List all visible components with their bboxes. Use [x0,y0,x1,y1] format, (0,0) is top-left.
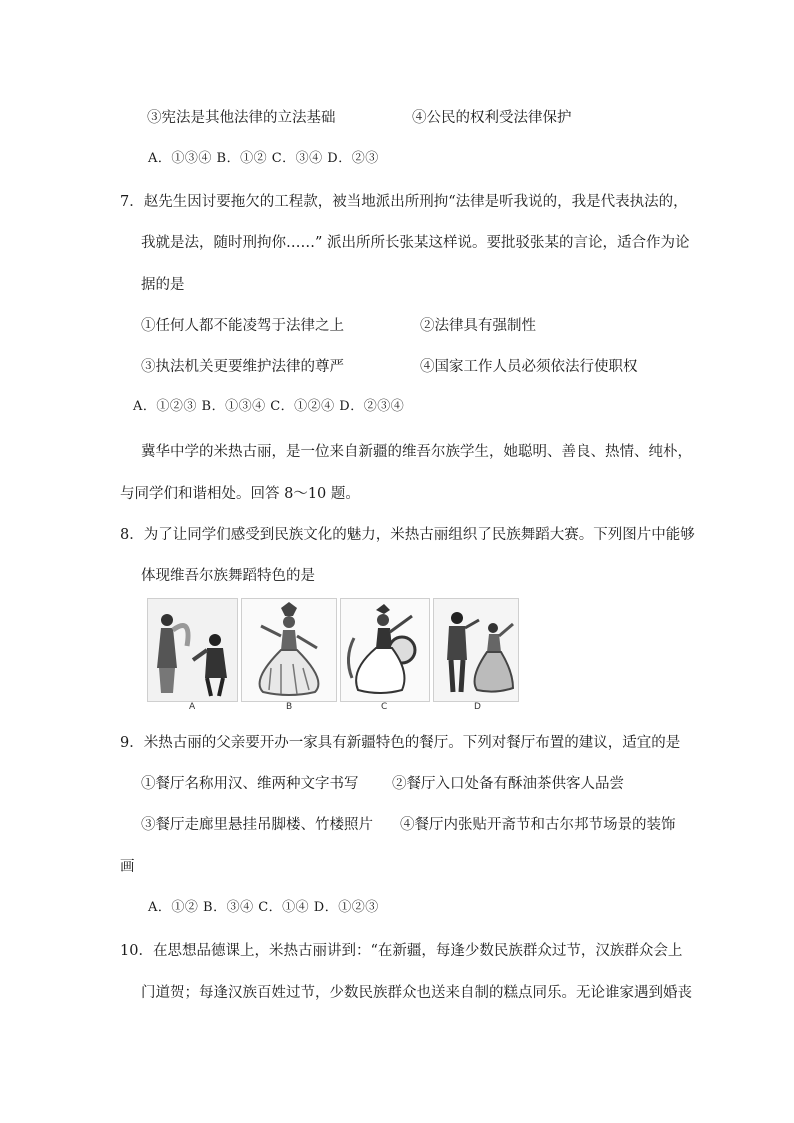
q10-stem-line-1: 10．在思想品德课上，米热古丽讲到：“在新疆，每逢少数民族群众过节，汉族群众会上 [120,943,683,959]
figure-d-image [433,598,519,702]
q9-option-2: ②餐厅入口处备有酥油茶供客人品尝 [392,776,624,792]
q7-option-3: ③执法机关更要维护法律的尊严 [141,359,344,375]
figure-d-caption: D [474,702,481,712]
figure-a-image [147,598,238,702]
q7-answer-choices: A．①②③ B．①③④ C．①②④ D．②③④ [133,399,405,414]
q7-option-4: ④国家工作人员必须依法行使职权 [420,359,638,375]
q9-option-4: ④餐厅内张贴开斋节和古尔邦节场景的装饰 [400,817,676,833]
q8-stem-line-1: 8．为了让同学们感受到民族文化的魅力，米热古丽组织了民族舞蹈大赛。下列图片中能够 [120,527,695,543]
figure-b-image [241,598,337,702]
q6-option-3: ③宪法是其他法律的立法基础 [147,110,336,126]
q7-option-1: ①任何人都不能凌驾于法律之上 [141,318,344,334]
q7-stem-line-2: 我就是法，随时刑拘你……” 派出所所长张某这样说。要批驳张某的言论，适合作为论 [141,235,690,251]
q9-answer-choices: A．①② B．③④ C．①④ D．①②③ [148,900,379,915]
q7-stem-line-3: 据的是 [141,277,185,293]
q9-stem: 9．米热古丽的父亲要开办一家具有新疆特色的餐厅。下列对餐厅布置的建议，适宜的是 [120,735,681,751]
q8-stem-line-2: 体现维吾尔族舞蹈特色的是 [141,568,315,584]
q7-stem-line-1: 7．赵先生因讨要拖欠的工程款，被当地派出所刑拘“法律是听我说的，我是代表执法的， [120,194,688,210]
q7-option-2: ②法律具有强制性 [420,318,536,334]
q9-option-1: ①餐厅名称用汉、维两种文字书写 [141,776,359,792]
q9-option-4-cont: 画 [120,859,135,875]
figure-c-image [340,598,430,702]
context-line-2: 与同学们和谐相处。回答 8～10 题。 [120,486,360,502]
q6-option-4: ④公民的权利受法律保护 [412,110,572,126]
figure-a-caption: A [189,702,196,712]
context-line-1: 冀华中学的米热古丽，是一位来自新疆的维吾尔族学生，她聪明、善良、热情、纯朴， [141,444,692,460]
figure-b-caption: B [286,702,293,712]
figure-c-caption: C [381,702,388,712]
dance-figures [147,598,519,702]
q10-stem-line-2: 门道贺；每逢汉族百姓过节，少数民族群众也送来自制的糕点同乐。无论谁家遇到婚丧 [141,985,692,1001]
q9-option-3: ③餐厅走廊里悬挂吊脚楼、竹楼照片 [141,817,373,833]
q6-answer-choices: A．①③④ B．①② C．③④ D．②③ [148,151,379,166]
